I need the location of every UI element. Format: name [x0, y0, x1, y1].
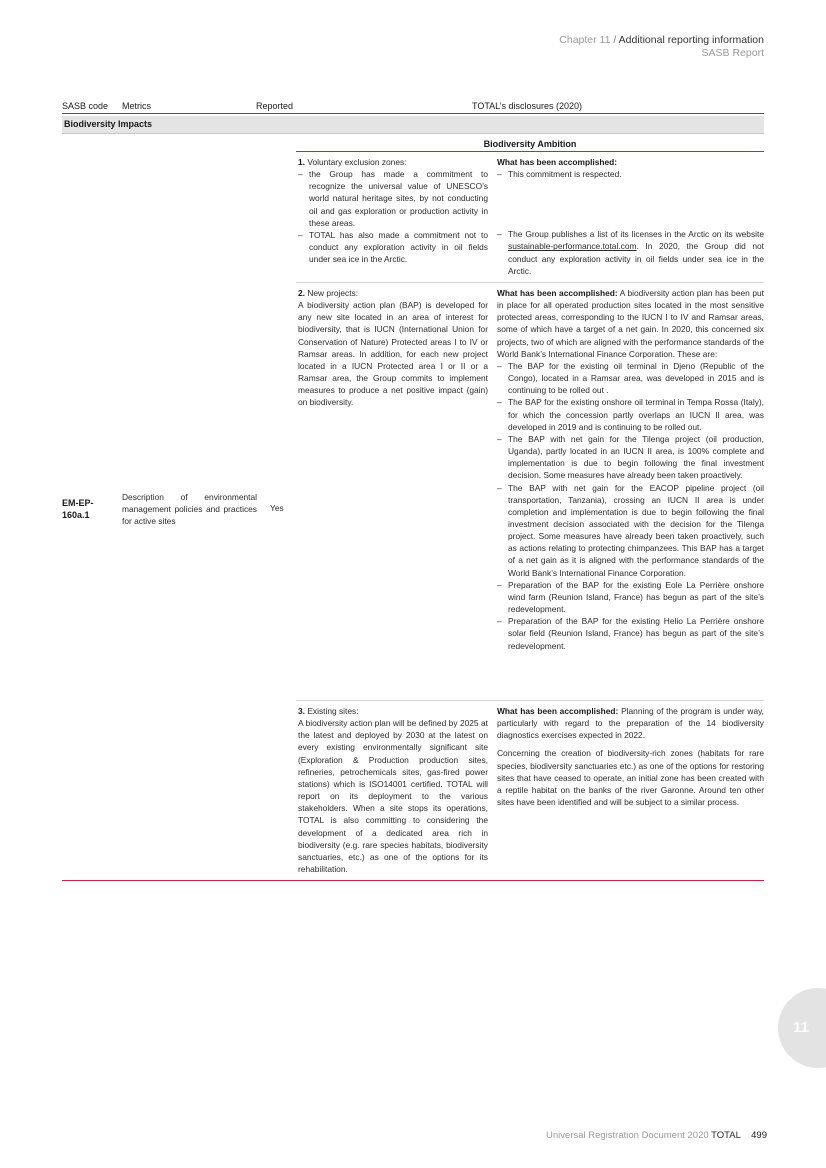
- website-link[interactable]: sustainable-performance.total.com: [508, 241, 637, 252]
- chapter-label: Chapter 11: [559, 34, 611, 46]
- row2-intro: A biodiversity action plan has been put in place for all operated production sites located in the most sensitive protected areas, corresponding to the IUCN I to IV and Ramsar areas, some of which have a target of a net gain. In 2020, this concerned six projects, two of which are aligned with the performance standards of the World Bank’s International Finance Corporation. These are:: [497, 288, 764, 359]
- list-item: – Preparation of the BAP for the existing Eole La Perrière onshore wind farm (Reunion Island, France) has begun as part of the site’s redevelopment.: [497, 579, 764, 615]
- category-band: [62, 116, 764, 134]
- list-item: – The BAP for the existing onshore oil terminal in Tempa Rossa (Italy), for which the concession partly overlaps an IUCN II area, was developed in 2019 and is continuing to be rolled out.: [497, 397, 764, 432]
- footer-document: Universal Registration Document 2020: [546, 1130, 709, 1141]
- row2-title: New projects:: [307, 288, 359, 298]
- footer-brand: TOTAL: [711, 1130, 741, 1141]
- list-item: – TOTAL has also made a commitment not to conduct any exploration activity in oil fields under sea ice in the Arctic.: [298, 229, 488, 265]
- row2-heading: What has been accomplished:: [497, 288, 618, 298]
- page-header: [559, 34, 764, 60]
- section-title: Additional reporting information: [618, 34, 764, 46]
- chapter-tab: [778, 988, 826, 1068]
- row1-heading: What has been accomplished:: [497, 157, 618, 167]
- row-divider: [296, 700, 764, 701]
- page-footer: [546, 1130, 767, 1141]
- column-header-code: SASB code: [62, 101, 109, 111]
- subsection-title: SASB Report: [701, 47, 764, 59]
- row2-number: 2.: [298, 288, 305, 298]
- list-item: – The Group publishes a list of its licenses in the Arctic on its website sustainable-performance.total.com. In 2020, the Group did not conduct any exploration activity in oil fields under sea ice in the Arctic.: [497, 229, 764, 276]
- row-divider: [296, 282, 764, 283]
- row3-intro: Planning of the program is under way, particularly with regard to the preparation of the 14 biodiversity diagnostics exercises expected in 2022.: [497, 706, 764, 741]
- row3-accomplished: [497, 705, 764, 808]
- row3-body: A biodiversity action plan will be defined by 2025 at the latest and deployed by 2030 at the latest on every existing environmentally significant site (Exploration & Production production sites, refineries, petrochemicals sites, gas-fired power stations) which is ISO14001 certified. TOTAL will report on its deployment to the various stakeholders. When a site stops its operations, TOTAL is also committing to considering the development of a dedicated area rich in biodiversity (e.g. rare species habitats, biodiversity sanctuaries, etc.) as one of the options for its rehabilitation.: [298, 718, 488, 875]
- row1-commitment: [298, 156, 488, 265]
- row3-title: Existing sites:: [307, 706, 359, 716]
- column-header-disclosures: TOTAL’s disclosures (2020): [472, 101, 583, 111]
- list-item: – Preparation of the BAP for the existing Helio La Perrière onshore solar field (Reunion Island, France) has begun as part of the site’s redevelopment.: [497, 616, 764, 651]
- chapter-tab-number: 11: [793, 1019, 809, 1036]
- list-item: – The BAP for the existing oil terminal in Djeno (Republic of the Congo), located in a Ramsar area, was developed in 2015 and is continuing to be rolled out .: [497, 360, 764, 396]
- list-item: – This commitment is respected.: [497, 169, 622, 180]
- row2-body: A biodiversity action plan (BAP) is developed for any new site located in an area of interest for biodiversity, that is IUCN (International Union for Conservation of Nature) Protected areas I to IV or Ramsar areas. In addition, for each new project located in a IUCN Protected area I or II or a Ramsar area, the Group commits to implement measures to produce a net positive impact (gain) on biodiversity.: [298, 300, 488, 408]
- row1-title: Voluntary exclusion zones:: [307, 157, 407, 167]
- metric-description: Description of environmental management policies and practices for active sites: [122, 492, 257, 527]
- subheading: [296, 134, 764, 152]
- sasb-code: EM-EP-160a.1: [62, 498, 94, 520]
- row3-number: 3.: [298, 706, 305, 716]
- row1-accomplished: [497, 156, 764, 277]
- column-header-reported: Reported: [256, 101, 294, 111]
- row3-para2: Concerning the creation of biodiversity-rich zones (habitats for rare species, biodiversity sanctuaries etc.) as one of the options for restoring sites that have ceased to operate, an initial zone has been created with a reptile habitat on the banks of the river Garonne. Around ten other sites have been identified and will be subject to a similar process.: [497, 748, 764, 808]
- column-header-metrics: Metrics: [122, 101, 151, 111]
- reported-value: Yes: [270, 503, 284, 513]
- table-bottom-rule: [62, 880, 764, 881]
- category-label: Biodiversity Impacts: [64, 119, 153, 129]
- header-rule: [62, 113, 764, 114]
- row2-commitment: [298, 287, 488, 409]
- row1-number: 1.: [298, 157, 305, 167]
- subheading-label: Biodiversity Ambition: [483, 139, 577, 149]
- header-separator: /: [613, 34, 617, 46]
- list-item: – the Group has made a commitment to recognize the universal value of UNESCO’s world natural heritage sites, by not conducting oil and gas exploration or production activity in these areas.: [298, 169, 488, 228]
- list-item: – The BAP with net gain for the EACOP pipeline project (oil transportation, Tanzania), crossing an IUCN II area is under completion and implementation is due to begin following the final investment decision associated with the decision for the Tilenga project. Some measures have already been taken proactively, such as actions relating to protecting chimpanzees. This BAP has a target of a net gain as it is aligned with the performance standards of the World Bank’s International Finance Corporation.: [497, 482, 764, 578]
- row3-heading: What has been accomplished:: [497, 706, 619, 716]
- row2-accomplished: [497, 287, 764, 652]
- list-item: – The BAP with net gain for the Tilenga project (oil production, Uganda), partly located in an IUCN II area, is 100% complete and implementation is due to begin following the final investment decision. Some measures have already been taken proactively.: [497, 433, 764, 481]
- page-number: 499: [751, 1130, 767, 1141]
- row3-commitment: [298, 705, 488, 875]
